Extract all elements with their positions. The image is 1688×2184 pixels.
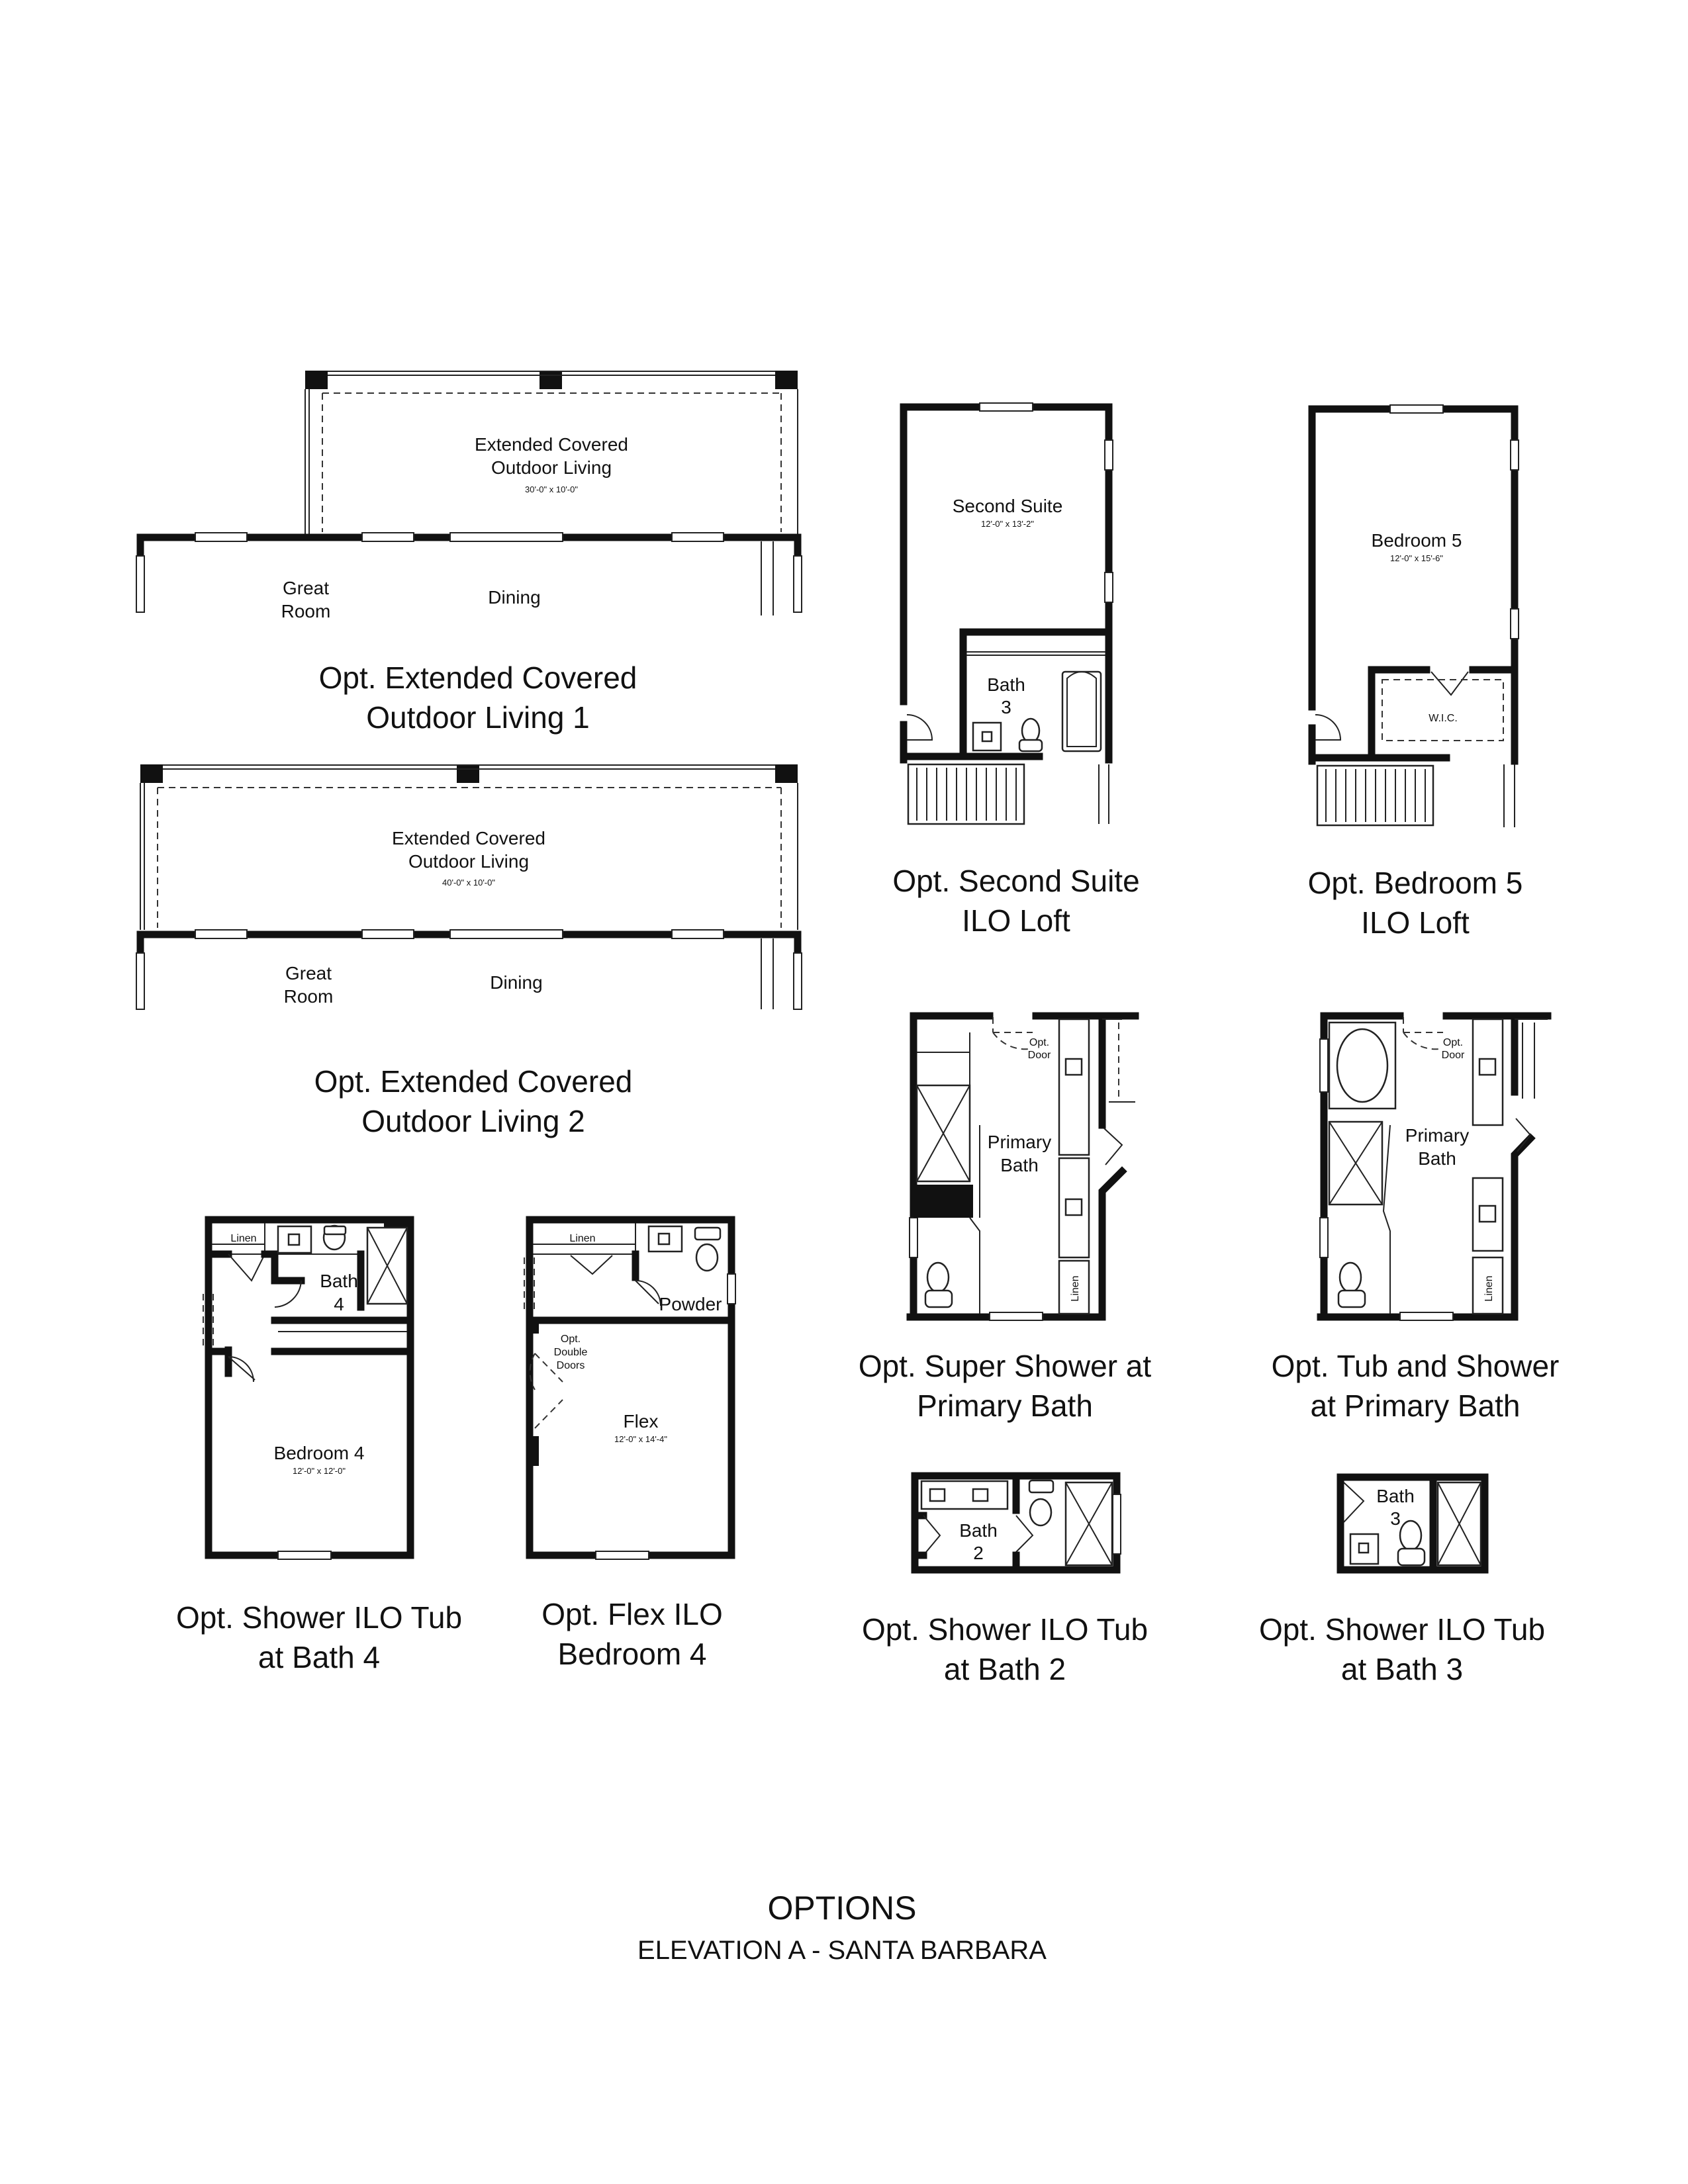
room-label-bath: Bath xyxy=(1418,1148,1456,1169)
room-label-dining: Dining xyxy=(488,587,541,608)
caption-tub-shower-line1: Opt. Tub and Shower xyxy=(1271,1349,1560,1383)
room-label-dining: Dining xyxy=(490,972,543,993)
room-label-primary: Primary xyxy=(987,1132,1052,1152)
tub-shower-plan xyxy=(1320,1016,1548,1320)
room-dimension: 12'-0" x 12'-0" xyxy=(293,1466,346,1476)
caption-ext-covered-2-line2: Outdoor Living 2 xyxy=(361,1104,585,1138)
caption-ext-covered-1-line1: Opt. Extended Covered xyxy=(318,660,637,695)
shower-bath-4-plan xyxy=(203,1220,410,1559)
room-label-outdoor-living: Outdoor Living xyxy=(491,457,612,478)
room-label-bath: Bath xyxy=(959,1520,998,1541)
label-linen: Linen xyxy=(569,1233,596,1244)
room-dimension: 30'-0" x 10'-0" xyxy=(525,484,578,494)
room-label-great: Great xyxy=(282,578,330,598)
label-double: Double xyxy=(553,1347,588,1358)
caption-second-suite-line2: ILO Loft xyxy=(962,903,1070,938)
room-label-primary: Primary xyxy=(1405,1125,1470,1146)
label-opt: Opt. xyxy=(1029,1037,1050,1048)
super-shower-plan xyxy=(910,1016,1135,1320)
room-label-bath-number: 3 xyxy=(1001,697,1011,717)
room-dimension: 12'-0" x 13'-2" xyxy=(981,519,1034,529)
label-door: Door xyxy=(1441,1050,1465,1061)
room-label-bath-number: 3 xyxy=(1390,1508,1401,1529)
room-label-bath-number: 4 xyxy=(334,1294,344,1314)
label-opt: Opt. xyxy=(560,1334,581,1345)
label-linen: Linen xyxy=(230,1233,257,1244)
caption-ext-covered-2-line1: Opt. Extended Covered xyxy=(314,1064,633,1099)
room-label-bath-number: 2 xyxy=(973,1543,984,1563)
room-label-bedroom-5: Bedroom 5 xyxy=(1371,530,1462,551)
shower-bath-3-plan xyxy=(1340,1477,1485,1570)
caption-tub-shower-line2: at Primary Bath xyxy=(1310,1388,1521,1423)
caption-super-shower-line2: Primary Bath xyxy=(917,1388,1093,1423)
caption-super-shower-line1: Opt. Super Shower at xyxy=(858,1349,1152,1383)
room-label-extended-covered: Extended Covered xyxy=(475,434,628,455)
caption-shower-bath-2-line2: at Bath 2 xyxy=(943,1652,1066,1686)
caption-flex-line2: Bedroom 4 xyxy=(557,1637,707,1671)
room-dimension: 12'-0" x 14'-4" xyxy=(614,1434,667,1444)
second-suite-plan xyxy=(904,403,1113,824)
caption-bedroom-5-line1: Opt. Bedroom 5 xyxy=(1307,866,1523,900)
label-doors: Doors xyxy=(556,1360,585,1371)
caption-shower-bath-2-line1: Opt. Shower ILO Tub xyxy=(861,1612,1149,1647)
caption-flex-line1: Opt. Flex ILO xyxy=(541,1597,723,1631)
room-label-room: Room xyxy=(281,601,331,621)
room-label-bedroom-4: Bedroom 4 xyxy=(273,1443,365,1463)
ext-covered-1-plan xyxy=(136,371,802,621)
shower-bath-2-plan xyxy=(915,1476,1121,1570)
flex-bedroom-4-plan xyxy=(524,1220,735,1559)
caption-shower-bath-3-line1: Opt. Shower ILO Tub xyxy=(1258,1612,1546,1647)
caption-bedroom-5-line2: ILO Loft xyxy=(1361,905,1470,940)
room-dimension: 12'-0" x 15'-6" xyxy=(1390,553,1443,563)
label-opt: Opt. xyxy=(1442,1037,1464,1048)
room-label-outdoor-living: Outdoor Living xyxy=(408,851,530,872)
room-label-room: Room xyxy=(283,986,334,1007)
caption-shower-bath-3-line2: at Bath 3 xyxy=(1340,1652,1464,1686)
room-label-bath: Bath xyxy=(1000,1155,1039,1175)
room-label-second-suite: Second Suite xyxy=(952,496,1063,516)
room-label-flex: Flex xyxy=(623,1411,659,1432)
label-linen: Linen xyxy=(1070,1275,1081,1302)
room-label-powder: Powder xyxy=(659,1294,722,1314)
room-label-bath: Bath xyxy=(987,674,1025,695)
ext-covered-2-plan xyxy=(136,764,802,1009)
room-label-wic: W.I.C. xyxy=(1429,713,1458,724)
room-label-great: Great xyxy=(285,963,332,983)
room-dimension: 40'-0" x 10'-0" xyxy=(442,878,495,887)
label-door: Door xyxy=(1027,1050,1051,1061)
caption-shower-bath-4-line2: at Bath 4 xyxy=(258,1640,381,1674)
room-label-bath: Bath xyxy=(1376,1486,1415,1506)
sheet-subtitle: ELEVATION A - SANTA BARBARA xyxy=(637,1936,1047,1965)
caption-ext-covered-1-line2: Outdoor Living 1 xyxy=(366,700,590,735)
bedroom-5-plan xyxy=(1312,405,1519,827)
caption-shower-bath-4-line1: Opt. Shower ILO Tub xyxy=(175,1600,463,1635)
sheet-title: OPTIONS xyxy=(767,1889,917,1927)
room-label-bath: Bath xyxy=(320,1271,358,1291)
label-linen: Linen xyxy=(1483,1275,1495,1302)
room-label-extended-covered: Extended Covered xyxy=(392,828,545,848)
caption-second-suite-line1: Opt. Second Suite xyxy=(892,864,1140,898)
